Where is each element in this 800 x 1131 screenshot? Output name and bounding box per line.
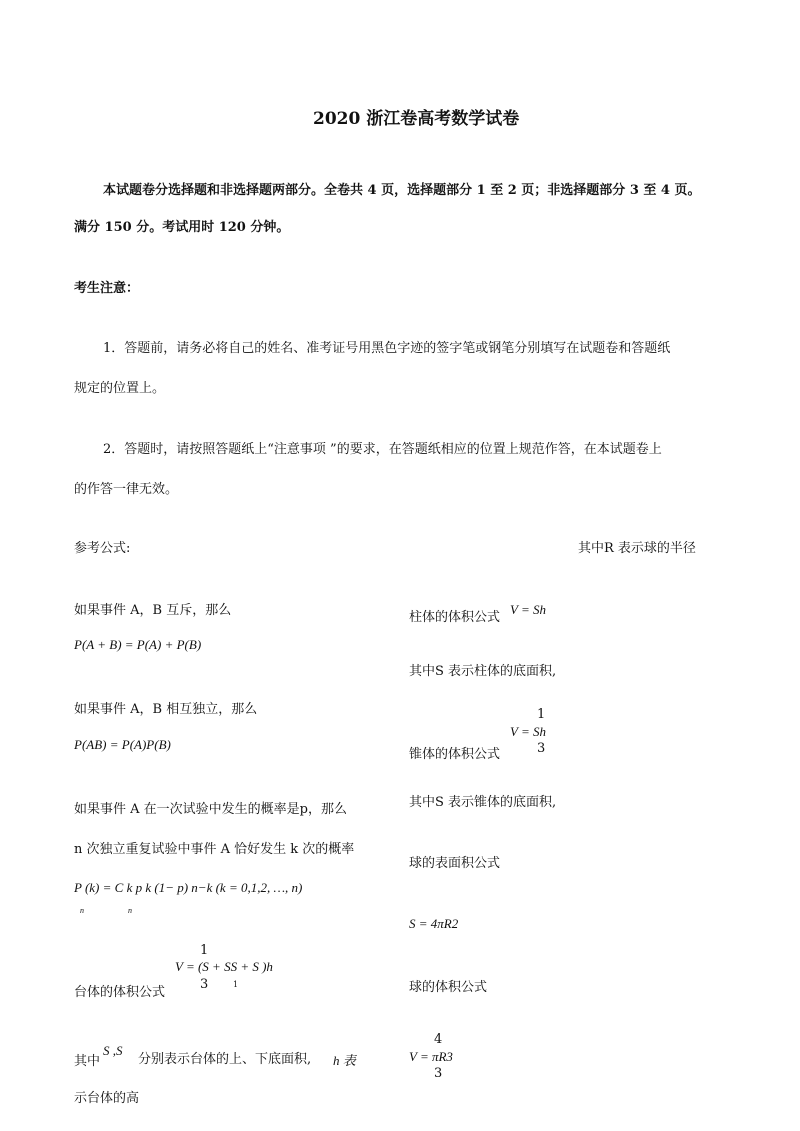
independence-condition: 如果事件 A，B 相互独立，那么 bbox=[74, 702, 258, 717]
cone-formula: V = Sh bbox=[510, 724, 546, 739]
frustum-note-a: 其中 bbox=[74, 1054, 101, 1069]
sphere-volume-label: 球的体积公式 bbox=[409, 980, 488, 995]
frustum-note-b: 分别表示台体的上、下底面积, bbox=[138, 1052, 312, 1067]
notice-item-2-line-1: 2．答题时，请按照答题纸上“注意事项 ”的要求，在答题纸相应的位置上规范作答，在本试题卷上 bbox=[103, 442, 662, 457]
sphere-volume-denominator: 3 bbox=[434, 1066, 443, 1081]
binomial-condition-2: n 次独立重复试验中事件 A 恰好发生 k 次的概率 bbox=[74, 842, 355, 857]
frustum-note-symbols: S ,S bbox=[103, 1043, 123, 1058]
notice-item-1-line-2: 规定的位置上。 bbox=[74, 381, 166, 396]
binomial-subscript-left: n bbox=[80, 906, 84, 915]
mutex-formula: P(A + B) = P(A) + P(B) bbox=[74, 637, 202, 652]
sphere-area-label: 球的表面积公式 bbox=[409, 856, 501, 871]
notice-item-1-line-1: 1．答题前，请务必将自己的姓名、准考证号用黑色字迹的签字笔或钢笔分别填写在试题卷和答题纸 bbox=[103, 341, 671, 356]
prism-note: 其中S 表示柱体的底面积, bbox=[409, 664, 557, 679]
binomial-formula: P (k) = C k p k (1− p) n−k (k = 0,1,2, …, n) bbox=[74, 880, 303, 895]
frustum-formula: V = (S + SS + S )h bbox=[175, 959, 273, 974]
sphere-volume-formula: V = πR3 bbox=[409, 1049, 453, 1064]
cone-label: 锥体的体积公式 bbox=[409, 747, 501, 762]
frustum-numerator: 1 bbox=[200, 943, 209, 958]
sphere-radius-note: 其中R 表示球的半径 bbox=[578, 541, 696, 556]
binomial-condition-1: 如果事件 A 在一次试验中发生的概率是p，那么 bbox=[74, 802, 347, 817]
cone-denominator: 3 bbox=[537, 741, 546, 756]
frustum-denominator: 3 bbox=[200, 977, 209, 992]
intro-line-1: 本试题卷分选择题和非选择题两部分。全卷共 4 页，选择题部分 1 至 2 页；非选择题部分 3 至 4 页。 bbox=[103, 183, 701, 198]
independence-formula: P(AB) = P(A)P(B) bbox=[74, 737, 171, 752]
mutex-condition: 如果事件 A，B 互斥，那么 bbox=[74, 603, 232, 618]
frustum-subscript: 1 bbox=[233, 980, 239, 989]
frustum-note-h: h 表 bbox=[333, 1053, 356, 1068]
frustum-note-c: 示台体的高 bbox=[74, 1091, 140, 1106]
notice-item-2-line-2: 的作答一律无效。 bbox=[74, 482, 179, 497]
cone-numerator: 1 bbox=[537, 707, 546, 722]
intro-line-2: 满分 150 分。考试用时 120 分钟。 bbox=[74, 220, 290, 235]
prism-label: 柱体的体积公式 bbox=[409, 610, 501, 625]
sphere-volume-numerator: 4 bbox=[434, 1032, 443, 1047]
page-title: 2020 浙江卷高考数学试卷 bbox=[313, 109, 520, 129]
frustum-label: 台体的体积公式 bbox=[74, 985, 166, 1000]
prism-formula: V = Sh bbox=[510, 602, 546, 617]
binomial-subscript-right: n bbox=[128, 906, 132, 915]
cone-note: 其中S 表示锥体的底面积, bbox=[409, 795, 557, 810]
notice-heading: 考生注意： bbox=[74, 281, 140, 296]
formulas-heading: 参考公式: bbox=[74, 541, 131, 556]
sphere-area-formula: S = 4πR2 bbox=[409, 916, 459, 931]
